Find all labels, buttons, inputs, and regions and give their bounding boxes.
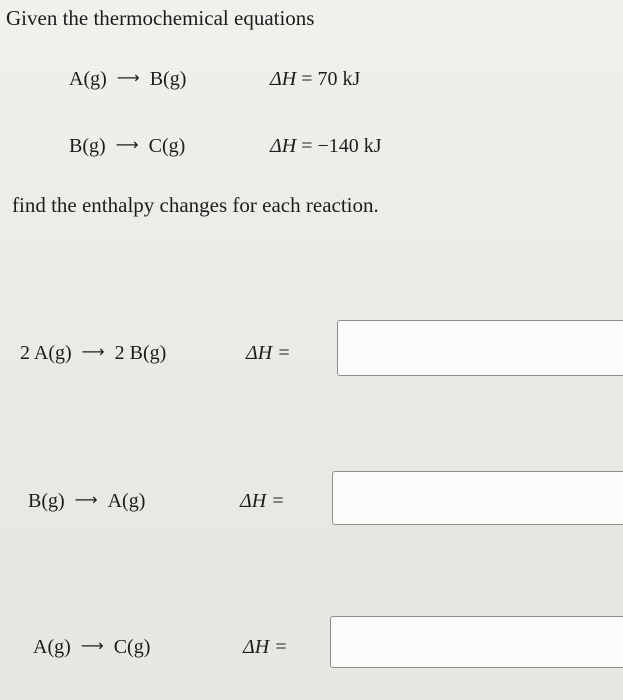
intro-text: Given the thermochemical equations (6, 6, 315, 30)
answer-input-1[interactable] (337, 320, 623, 376)
question-1-delta-label: ΔH = (246, 342, 291, 364)
reaction-arrow-icon: ⟶ (116, 68, 140, 87)
question-1-reaction (20, 342, 166, 365)
answer-input-3[interactable] (330, 616, 623, 668)
reaction-arrow-icon: ⟶ (115, 135, 139, 154)
product: C(g) (113, 636, 151, 658)
question-2-delta-label: ΔH = (240, 490, 285, 512)
given-equation-2 (69, 135, 185, 158)
reactant: B(g) (28, 490, 65, 512)
product: B(g) (149, 68, 187, 90)
given-equation-1 (69, 68, 186, 91)
reactant: A(g) (33, 636, 71, 658)
instruction-text: find the enthalpy changes for each reaction. (12, 193, 379, 217)
enthalpy-value: = −140 kJ (301, 135, 382, 157)
question-3-delta-label: ΔH = (243, 636, 288, 658)
reactant: A(g) (69, 68, 107, 90)
question-2-reaction (28, 490, 145, 513)
product: C(g) (148, 135, 186, 157)
enthalpy-value: = 70 kJ (301, 68, 361, 90)
reactant: 2 A(g) (20, 342, 72, 364)
reaction-arrow-icon: ⟶ (80, 636, 104, 655)
product: A(g) (107, 490, 146, 512)
delta-h-symbol: ΔH (270, 68, 297, 90)
given-enthalpy-2 (270, 135, 382, 158)
answer-input-2[interactable] (332, 471, 623, 525)
reaction-arrow-icon: ⟶ (81, 342, 105, 361)
given-enthalpy-1 (270, 68, 360, 91)
product: 2 B(g) (114, 342, 167, 364)
reactant: B(g) (69, 135, 106, 157)
question-3-reaction (33, 636, 150, 659)
reaction-arrow-icon: ⟶ (74, 490, 98, 509)
delta-h-symbol: ΔH (270, 135, 297, 157)
